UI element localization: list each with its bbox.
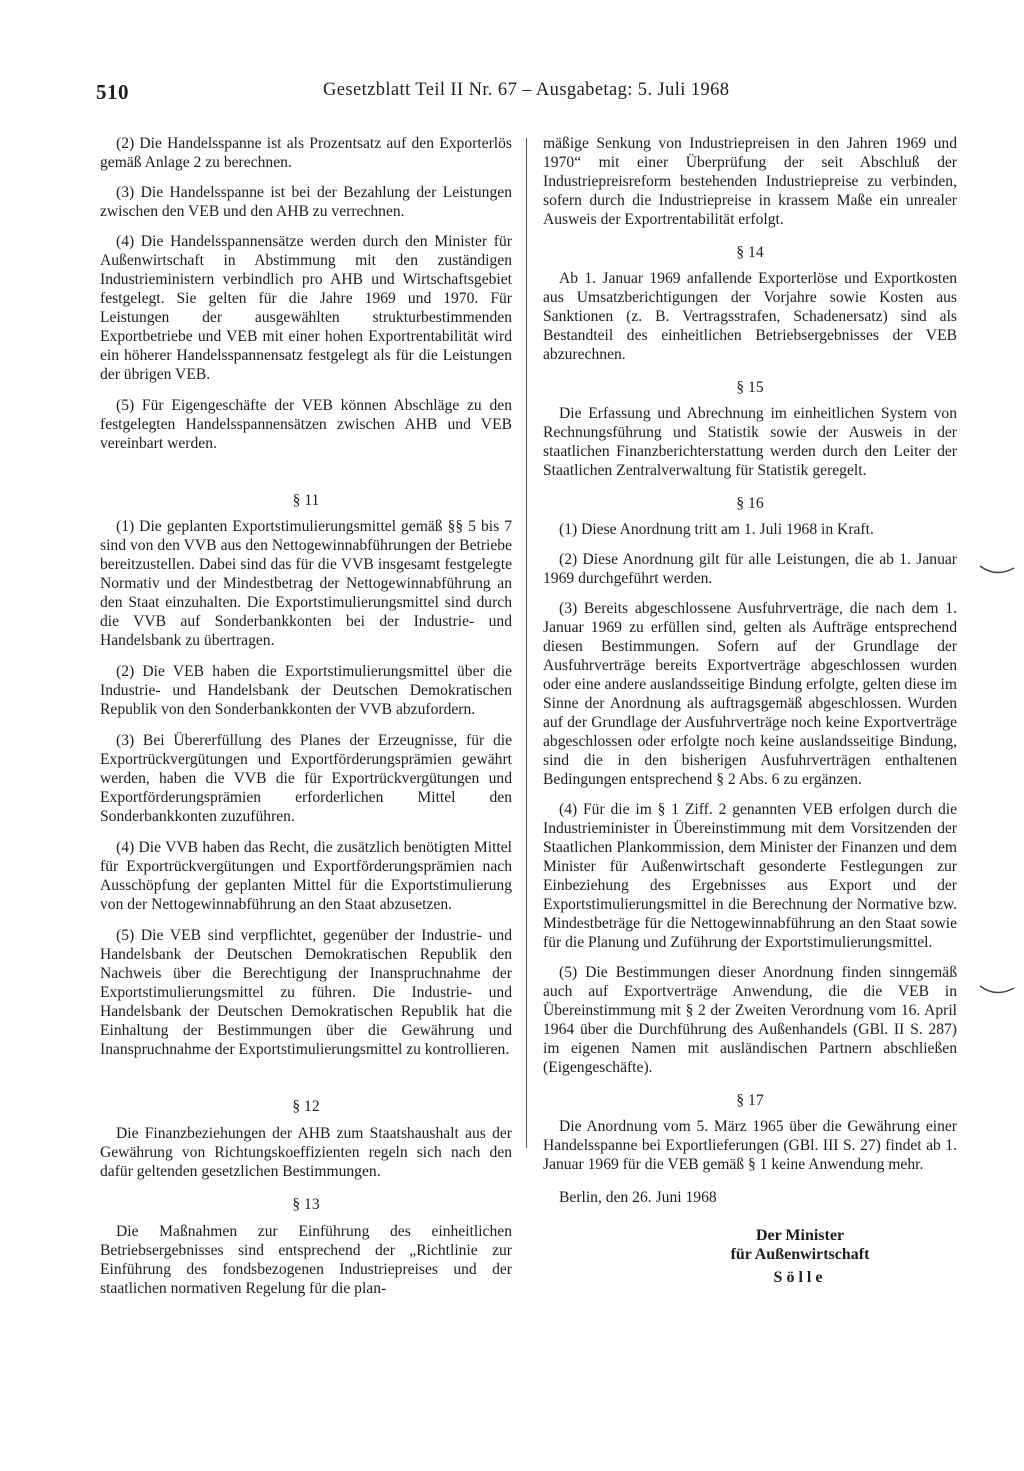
paragraph: (3) Bei Übererfüllung des Planes der Erzeugnisse, für die Exportrückvergütungen und Exportförderungsprämien gewährt werden, haben die VVB die für Exportrückvergütungen und Exportförderungsprämien erforderlichen Mittel den Sonderbankkonten zuzuführen. [100, 732, 512, 825]
paragraph: (3) Bereits abgeschlossene Ausfuhrverträge, die nach dem 1. Januar 1969 zu erfüllen sind, gelten als Aufträge entsprechend diesen Bestimmungen. Sofern auf der Grundlage der Ausfuhrverträge bereits Exportverträge abgeschlossen wurden oder eine andere auslandsseitige Bindung erfolgte, gelten diese im Sinne der Anordnung als auftragsgemäß abgeschlossen. Wurden auf der Grundlage der Ausfuhrverträge noch keine Exportverträge abgeschlossen oder erfolgte noch keine auslandsseitige Bindung, sind die in den bisherigen Ausfuhrverträgen enthaltenen Bedingungen entsprechend § 2 Abs. 6 zu ergänzen. [543, 600, 957, 788]
running-head: Gesetzblatt Teil II Nr. 67 – Ausgabetag: 5. Juli 1968 [323, 80, 730, 100]
section-heading: § 13 [292, 1196, 320, 1213]
paragraph: (2) Die VEB haben die Exportstimulierungsmittel über die Industrie- und Handelsbank der Deutschen Demokratischen Republik von den Sonderbankkonten der VVB abzufordern. [100, 663, 512, 718]
paragraph: (4) Die VVB haben das Recht, die zusätzlich benötigten Mittel für Exportrückvergütungen und Exportförderungsprämien nach Ausschöpfung der geplanten Mittel für die Exportstimulierung von der Nettogewinnabführung an den Staat abzusetzen. [100, 839, 512, 913]
section-heading: § 15 [736, 379, 764, 396]
signature-name: Sölle [773, 1269, 827, 1286]
margin-mark [978, 560, 1018, 580]
signature-title: für Außenwirtschaft [730, 1246, 870, 1263]
margin-mark [978, 980, 1018, 1000]
left-column [100, 134, 512, 1298]
paragraph: (3) Die Handelsspanne ist bei der Bezahlung der Leistungen zwischen den VEB und den AHB zu verrechnen. [100, 184, 512, 220]
signature-title: Der Minister [755, 1227, 845, 1244]
paragraph: Die Maßnahmen zur Einführung des einheitlichen Betriebsergebnisses sind entsprechend der „Richtlinie zur Einführung des fondsbezogenen Industriepreises und der staatlichen normativen Regelung für die plan- [100, 1223, 512, 1297]
paragraph: (1) Diese Anordnung tritt am 1. Juli 1968 in Kraft. [559, 521, 874, 538]
paragraph: mäßige Senkung von Industriepreisen in den Jahren 1969 und 1970“ mit einer Überprüfung der seit Abschluß der Industriepreisreform bestehenden Industriepreise zu verbinden, sofern durch die Industriepreise in krassem Maße ein unrealer Ausweis der Exportrentabilität erfolgt. [543, 135, 957, 228]
section-heading: § 16 [736, 495, 764, 512]
section-heading: § 11 [292, 492, 320, 509]
page-number: 510 [96, 80, 129, 104]
section-heading: § 12 [292, 1098, 320, 1115]
paragraph: (5) Die Bestimmungen dieser Anordnung finden sinngemäß auch auf Exportverträge Anwendung, die die VEB in Übereinstimmung mit § 2 der Zweiten Verordnung vom 16. April 1964 über die Durchführung des Außenhandels (GBl. II S. 287) im eigenen Namen mit ausländischen Partnern abschließen (Eigengeschäfte). [543, 964, 957, 1076]
place-date: Berlin, den 26. Juni 1968 [559, 1189, 717, 1206]
paragraph: (4) Die Handelsspannensätze werden durch den Minister für Außenwirtschaft in Abstimmung mit den zuständigen Industrieministern verbindlich pro AHB und Wirtschaftsgebiet festgelegt. Sie gelten für die Jahre 1969 und 1970. Für Leistungen der ausgewählten strukturbestimmenden Exportbetriebe und VEB mit einer hohen Exportrentabilität wird ein höherer Handelsspannensatz festgelegt als für die Leistungen der übrigen VEB. [100, 233, 512, 383]
paragraph: (2) Die Handelsspanne ist als Prozentsatz auf den Exporterlös gemäß Anlage 2 zu berechnen. [100, 135, 512, 171]
paragraph: (2) Diese Anordnung gilt für alle Leistungen, die ab 1. Januar 1969 durchgeführt werden. [543, 551, 957, 587]
paragraph: Die Erfassung und Abrechnung im einheitlichen System von Rechnungsführung und Statistik sowie der Ausweis in der staatlichen Finanzberichterstattung werden durch den Leiter der Staatlichen Zentralverwaltung für Statistik geregelt. [543, 405, 957, 479]
paragraph: (4) Für die im § 1 Ziff. 2 genannten VEB erfolgen durch die Industrieminister in Übereinstimmung mit dem Vorsitzenden der Staatlichen Plankommission, dem Minister der Finanzen und dem Minister für Außenwirtschaft gesonderte Festlegungen zur Einbeziehung des Ergebnisses aus Export und der Exportstimulierungsmittel in die Berechnung der Normative bzw. Mindestbeträge für die Nettogewinnabführung an den Staat sowie für die Planung und Zuführung der Exportstimulierungsmittel. [543, 801, 957, 951]
section-heading: § 14 [736, 244, 764, 261]
paragraph: Die Finanzbeziehungen der AHB zum Staatshaushalt aus der Gewährung von Richtungskoeffizienten regeln sich nach den dafür geltenden gesetzlichen Bestimmungen. [100, 1125, 512, 1180]
right-column [543, 134, 957, 1287]
paragraph: (5) Die VEB sind verpflichtet, gegenüber der Industrie- und Handelsbank der Deutschen Demokratischen Republik den Nachweis über die Berechtigung der Inanspruchnahme der Exportstimulierungsmittel zu führen. Die Industrie- und Handelsbank der Deutschen Demokratischen Republik hat die Einhaltung der Bestimmungen über die Gewährung und Inanspruchnahme der Exportstimulierungsmittel zu kontrollieren. [100, 927, 512, 1058]
paragraph: Die Anordnung vom 5. März 1965 über die Gewährung einer Handelsspanne bei Exportlieferungen (GBl. III S. 27) findet ab 1. Januar 1969 für die VEB gemäß § 1 keine Anwendung mehr. [543, 1118, 957, 1173]
column-divider [526, 138, 527, 1148]
paragraph: (5) Für Eigengeschäfte der VEB können Abschläge zu den festgelegten Handelsspannensätzen zwischen AHB und VEB vereinbart werden. [100, 397, 512, 452]
paragraph: (1) Die geplanten Exportstimulierungsmittel gemäß §§ 5 bis 7 sind von den VVB aus den Nettogewinnabführungen der Betriebe bereitzustellen. Dabei sind das für die VVB insgesamt festgelegte Normativ und der Mindestbetrag der Nettogewinnabführung an den Staat einzuhalten. Die Exportstimulierungsmittel sind durch die VVB auf Sonderbankkonten bei der Industrie- und Handelsbank zu übertragen. [100, 518, 512, 649]
section-heading: § 17 [736, 1092, 764, 1109]
paragraph: Ab 1. Januar 1969 anfallende Exporterlöse und Exportkosten aus Umsatzberichtigungen der Vorjahre sowie Kosten aus Sanktionen (z. B. Vertragsstrafen, Schadenersatz) sind als Bestandteil des einheitlichen Betriebsergebnisses der VEB abzurechnen. [543, 270, 957, 363]
